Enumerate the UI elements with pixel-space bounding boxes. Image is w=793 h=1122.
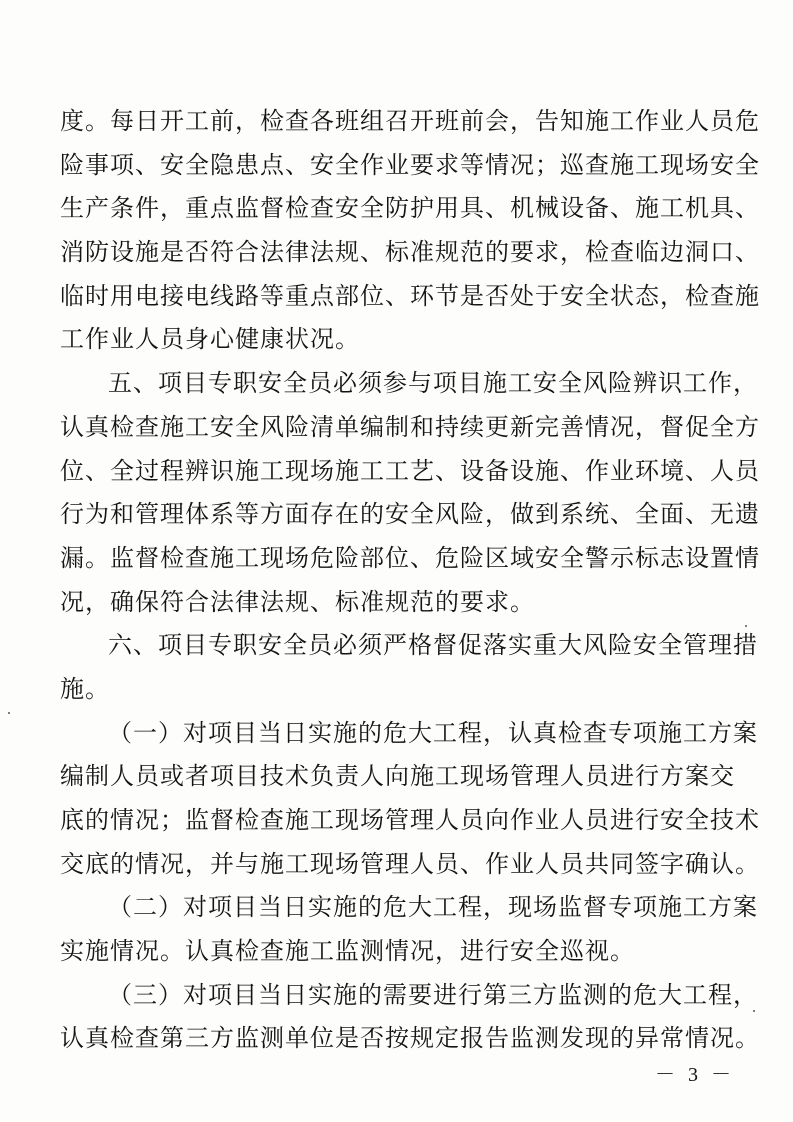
- text-line: 工作业人员身心健康状况。: [60, 325, 360, 354]
- text-line: 底的情况；监督检查施工现场管理人员向作业人员进行安全技术: [60, 806, 760, 834]
- text-line: 消防设施是否符合法律法规、标准规范的要求，检查临边洞口、: [60, 238, 760, 267]
- text-line: 交底的情况，并与施工现场管理人员、作业人员共同签字确认。: [60, 849, 760, 878]
- section-five-heading-line: 五、项目专职安全员必须参与项目施工安全风险辨识工作，: [108, 369, 758, 398]
- scan-speck: [8, 712, 10, 714]
- text-line: 度。每日开工前，检查各班组召开班前会，告知施工作业人员危: [60, 107, 760, 135]
- text-line: 临时用电接电线路等重点部位、环节是否处于安全状态，检查施: [60, 281, 760, 310]
- page-number: － 3 －: [655, 1064, 735, 1086]
- text-line: 位、全过程辨识施工现场施工工艺、设备设施、作业环境、人员: [60, 456, 760, 485]
- text-line: 认真检查施工安全风险清单编制和持续更新完善情况，督促全方: [60, 412, 760, 441]
- text-line: 生产条件，重点监督检查安全防护用具、机械设备、施工机具、: [60, 194, 760, 223]
- text-line: 况，确保符合法律法规、标准规范的要求。: [60, 587, 535, 616]
- scan-speck: [745, 625, 747, 627]
- body-text: [60, 100, 760, 1061]
- text-line: 漏。监督检查施工现场危险部位、危险区域安全警示标志设置情: [60, 543, 760, 572]
- text-line: 实施情况。认真检查施工监测情况，进行安全巡视。: [60, 937, 635, 966]
- item-two-line: （二）对项目当日实施的危大工程，现场监督专项施工方案: [108, 893, 758, 922]
- text-line: 险事项、安全隐患点、安全作业要求等情况；巡查施工现场安全: [60, 150, 760, 179]
- text-line: 编制人员或者项目技术负责人向施工现场管理人员进行方案交: [60, 762, 735, 791]
- text-line: 认真检查第三方监测单位是否按规定报告监测发现的异常情况。: [60, 1024, 760, 1053]
- scan-speck: [753, 1010, 755, 1012]
- section-six-heading-line: 六、项目专职安全员必须严格督促落实重大风险安全管理措: [108, 631, 758, 660]
- text-line: 行为和管理体系等方面存在的安全风险，做到系统、全面、无遗: [60, 500, 760, 529]
- item-three-line: （三）对项目当日实施的需要进行第三方监测的危大工程，: [108, 980, 758, 1009]
- item-one-line: （一）对项目当日实施的危大工程，认真检查专项施工方案: [108, 718, 758, 747]
- text-line: 施。: [60, 674, 110, 703]
